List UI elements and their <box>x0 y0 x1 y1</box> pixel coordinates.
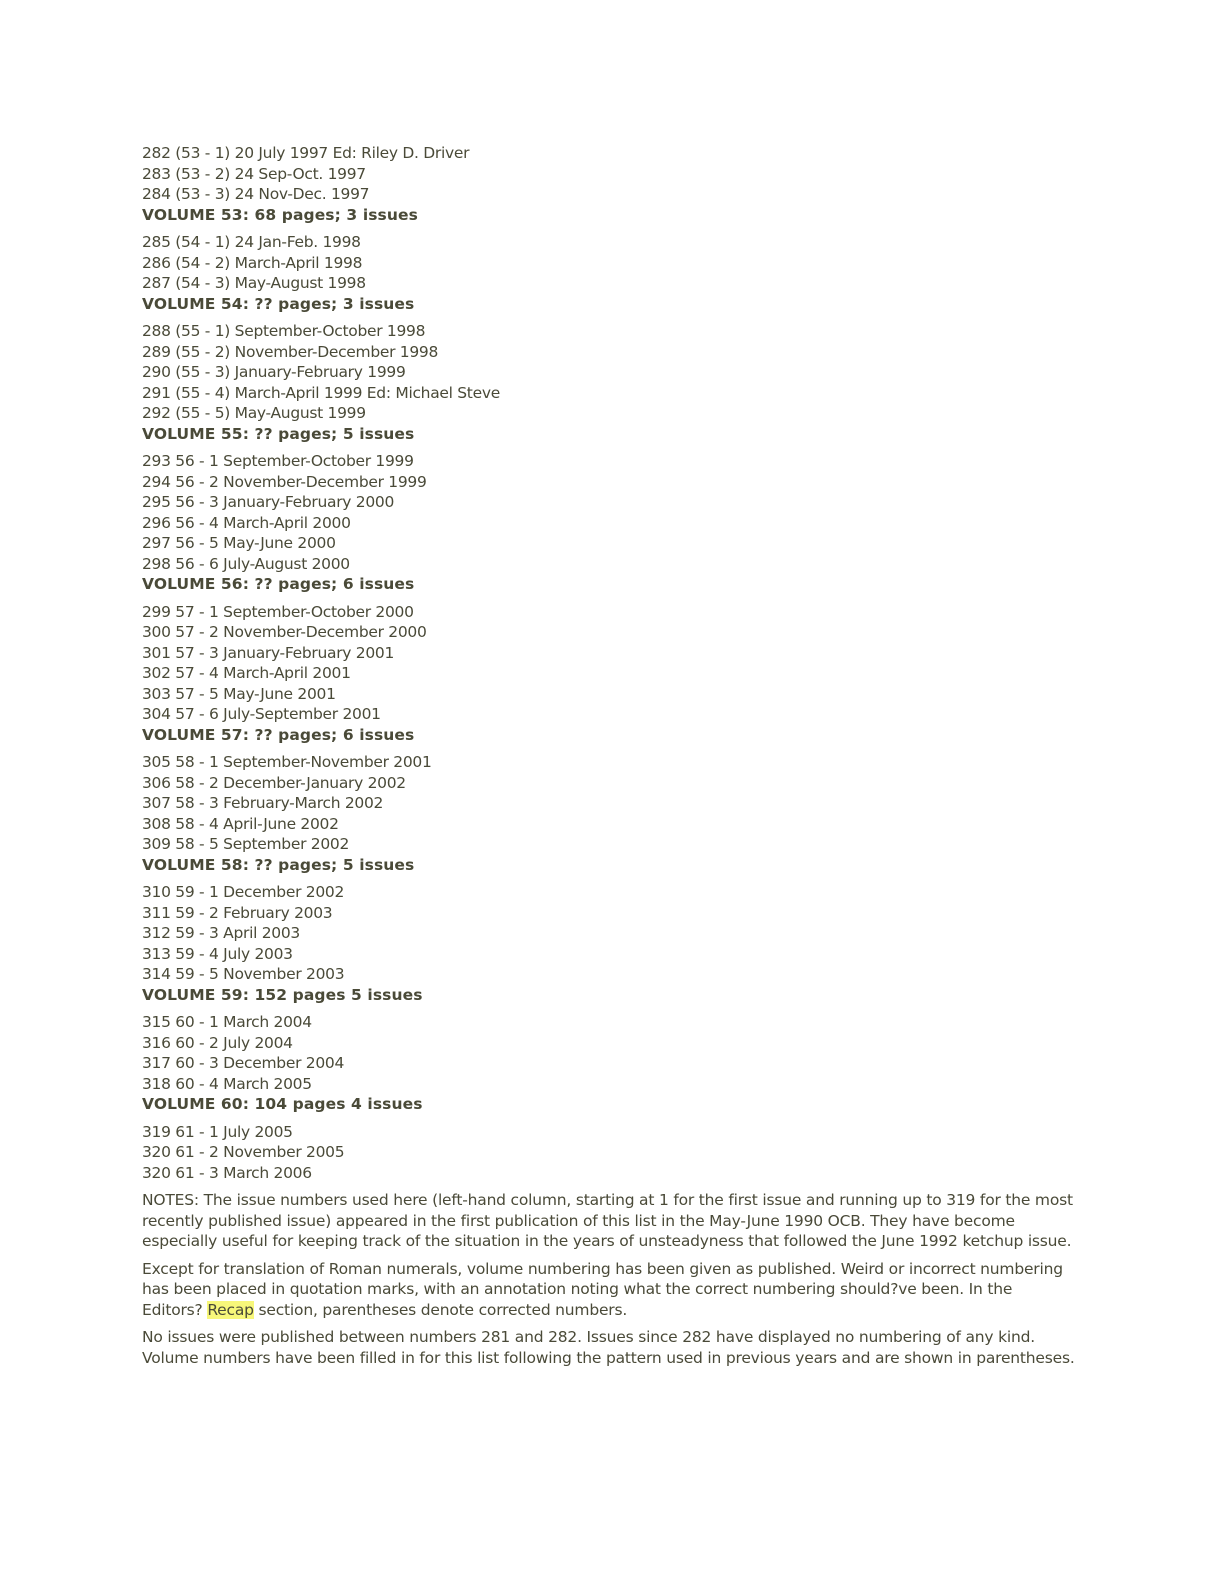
issue-line: 286 (54 - 2) March-April 1998 <box>142 253 363 272</box>
volume-summary: VOLUME 57: ?? pages; 6 issues <box>142 725 415 744</box>
issue-line: 295 56 - 3 January-February 2000 <box>142 493 395 511</box>
issue-line: 283 (53 - 2) 24 Sep-Oct. 1997 <box>142 164 366 183</box>
issue-line: 304 57 - 6 July-September 2001 <box>142 705 381 723</box>
issue-line: 294 56 - 2 November-December 1999 <box>142 472 427 491</box>
issue-line: 316 60 - 2 July 2004 <box>142 1033 293 1052</box>
volume-summary: VOLUME 59: 152 pages 5 issues <box>142 985 423 1004</box>
volume-block <box>142 143 1077 225</box>
issue-line: 282 (53 - 1) 20 July 1997 Ed: Riley D. Driver <box>142 144 470 162</box>
issue-line: 301 57 - 3 January-February 2001 <box>142 643 395 662</box>
volume-summary: VOLUME 60: 104 pages 4 issues <box>142 1095 423 1113</box>
issue-line: 310 59 - 1 December 2002 <box>142 883 345 901</box>
issue-line: 318 60 - 4 March 2005 <box>142 1074 312 1093</box>
issue-line: 305 58 - 1 September-November 2001 <box>142 753 432 771</box>
volume-block <box>142 602 1077 746</box>
document-page <box>142 143 1077 1375</box>
notes-paragraph-2 <box>142 1259 1077 1321</box>
volume-block <box>142 321 1077 444</box>
issue-line: 311 59 - 2 February 2003 <box>142 903 333 922</box>
issue-line: 288 (55 - 1) September-October 1998 <box>142 322 426 340</box>
volume-block <box>142 451 1077 595</box>
issue-line: 312 59 - 3 April 2003 <box>142 924 300 942</box>
notes-paragraph-1: NOTES: The issue numbers used here (left-hand column, starting at 1 for the first issue and running up to 319 for the most recently published issue) appeared in the first publication of this list in the May-June 1990 OCB. They have become especially useful for keeping track of the situation in the years of unsteadyness that followed the June 1992 ketchup issue. <box>142 1191 1073 1250</box>
volume-block <box>142 1122 1077 1184</box>
issue-line: 315 60 - 1 March 2004 <box>142 1013 312 1031</box>
issue-line: 309 58 - 5 September 2002 <box>142 835 350 853</box>
volume-summary: VOLUME 58: ?? pages; 5 issues <box>142 855 415 874</box>
issue-line: 297 56 - 5 May-June 2000 <box>142 534 336 552</box>
volume-list <box>142 143 1077 1183</box>
volume-summary: VOLUME 55: ?? pages; 5 issues <box>142 424 415 443</box>
volume-block <box>142 232 1077 314</box>
issue-line: 319 61 - 1 July 2005 <box>142 1122 293 1141</box>
issue-line: 314 59 - 5 November 2003 <box>142 965 345 983</box>
issue-line: 299 57 - 1 September-October 2000 <box>142 602 414 621</box>
issue-line: 302 57 - 4 March-April 2001 <box>142 664 351 682</box>
notes-paragraph-2-text-end: section, parentheses denote corrected numbers. <box>253 1300 628 1319</box>
volume-summary: VOLUME 54: ?? pages; 3 issues <box>142 294 415 313</box>
notes-paragraph-2-text-start: Except for translation of Roman numerals, volume numbering has been given as published. Weird or incorrect numbering has been placed in quotation marks, with an annotation noting what the correct numbering should?ve been. In the Editors? <box>142 1259 1063 1319</box>
volume-block <box>142 1012 1077 1115</box>
issue-line: 306 58 - 2 December-January 2002 <box>142 773 406 792</box>
issue-line: 293 56 - 1 September-October 1999 <box>142 452 414 470</box>
notes-paragraph-3: No issues were published between numbers 281 and 282. Issues since 282 have displayed no numbering of any kind. Volume numbers have been filled in for this list following the pattern used in previous years and are shown in parentheses. <box>142 1328 1075 1367</box>
issue-line: 308 58 - 4 April-June 2002 <box>142 814 339 833</box>
issue-line: 292 (55 - 5) May-August 1999 <box>142 404 366 422</box>
issue-line: 289 (55 - 2) November-December 1998 <box>142 342 439 361</box>
issue-line: 290 (55 - 3) January-February 1999 <box>142 363 406 381</box>
issue-line: 303 57 - 5 May-June 2001 <box>142 684 336 703</box>
issue-line: 287 (54 - 3) May-August 1998 <box>142 274 366 292</box>
issue-line: 291 (55 - 4) March-April 1999 Ed: Michael Steve <box>142 383 500 402</box>
volume-block <box>142 882 1077 1005</box>
issue-line: 313 59 - 4 July 2003 <box>142 944 293 963</box>
issue-line: 296 56 - 4 March-April 2000 <box>142 513 351 532</box>
volume-summary: VOLUME 53: 68 pages; 3 issues <box>142 205 418 224</box>
issue-line: 284 (53 - 3) 24 Nov-Dec. 1997 <box>142 185 370 203</box>
issue-line: 307 58 - 3 February-March 2002 <box>142 794 384 812</box>
volume-summary: VOLUME 56: ?? pages; 6 issues <box>142 575 415 593</box>
volume-block <box>142 752 1077 875</box>
issue-line: 317 60 - 3 December 2004 <box>142 1054 345 1072</box>
issue-line: 298 56 - 6 July-August 2000 <box>142 554 350 573</box>
highlighted-term: Recap <box>207 1300 254 1319</box>
issue-line: 285 (54 - 1) 24 Jan-Feb. 1998 <box>142 233 361 251</box>
issue-line: 320 61 - 3 March 2006 <box>142 1163 312 1182</box>
issue-line: 320 61 - 2 November 2005 <box>142 1143 345 1161</box>
issue-line: 300 57 - 2 November-December 2000 <box>142 623 427 641</box>
